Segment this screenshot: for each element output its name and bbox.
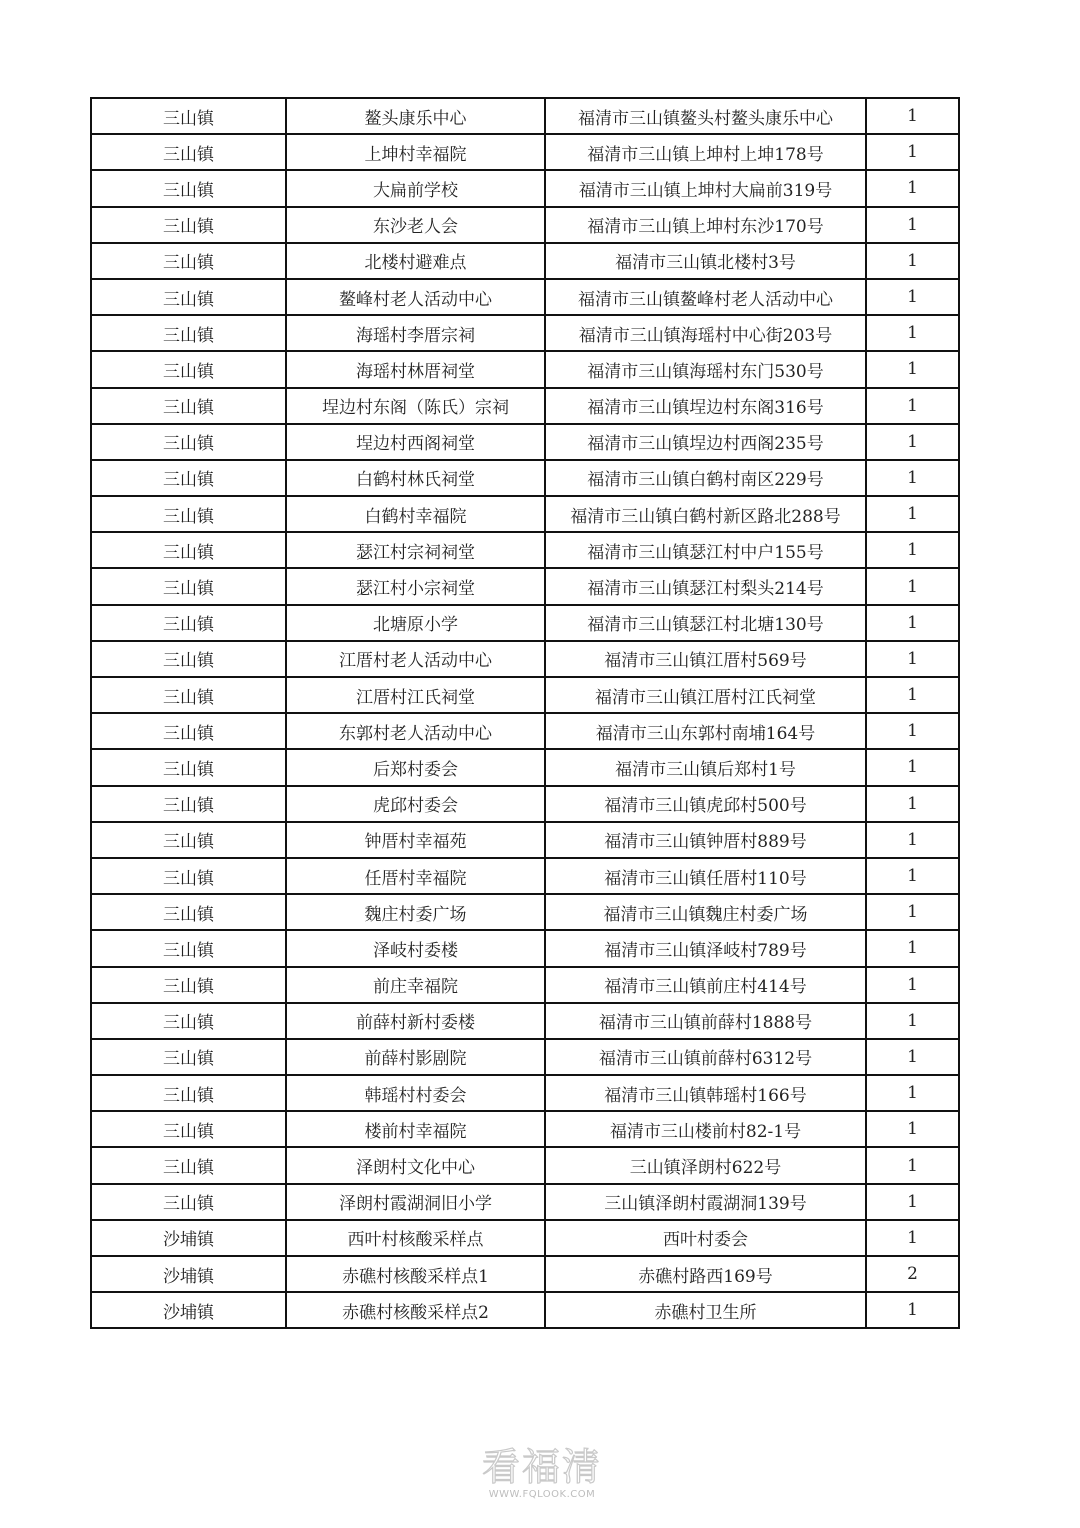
count-cell: 1 — [866, 388, 959, 424]
count-cell: 1 — [866, 1220, 959, 1256]
town-cell: 三山镇 — [91, 170, 286, 206]
site-name-cell: 钟厝村幸福苑 — [286, 822, 545, 858]
town-cell: 三山镇 — [91, 388, 286, 424]
count-cell: 1 — [866, 641, 959, 677]
table-row — [91, 677, 959, 713]
table-row — [91, 822, 959, 858]
address-cell: 西叶村委会 — [545, 1220, 866, 1256]
address-cell: 三山镇泽朗村霞湖洞139号 — [545, 1184, 866, 1220]
table-row — [91, 424, 959, 460]
table-row — [91, 930, 959, 966]
count-cell: 1 — [866, 1111, 959, 1147]
table-row — [91, 641, 959, 677]
town-cell: 三山镇 — [91, 605, 286, 641]
count-cell: 1 — [866, 98, 959, 134]
address-cell: 福清市三山镇魏庄村委广场 — [545, 894, 866, 930]
town-cell: 三山镇 — [91, 279, 286, 315]
address-cell: 福清市三山镇江厝村569号 — [545, 641, 866, 677]
address-cell: 福清市三山镇钟厝村889号 — [545, 822, 866, 858]
town-cell: 三山镇 — [91, 460, 286, 496]
table-row — [91, 460, 959, 496]
town-cell: 三山镇 — [91, 1039, 286, 1075]
address-cell: 福清市三山镇瑟江村中户155号 — [545, 532, 866, 568]
address-cell: 福清市三山镇埕边村东阁316号 — [545, 388, 866, 424]
address-cell: 福清市三山镇埕边村西阁235号 — [545, 424, 866, 460]
address-cell: 福清市三山镇北楼村3号 — [545, 243, 866, 279]
site-name-cell: 魏庄村委广场 — [286, 894, 545, 930]
watermark-url: WWW.FQLOOK.COM — [488, 1489, 596, 1500]
address-cell: 赤礁村路西169号 — [545, 1256, 866, 1292]
site-name-cell: 北塘原小学 — [286, 605, 545, 641]
town-cell: 三山镇 — [91, 894, 286, 930]
site-name-cell: 泽朗村霞湖洞旧小学 — [286, 1184, 545, 1220]
town-cell: 三山镇 — [91, 1147, 286, 1183]
count-cell: 1 — [866, 568, 959, 604]
site-name-cell: 瑟江村宗祠祠堂 — [286, 532, 545, 568]
count-cell: 1 — [866, 605, 959, 641]
site-name-cell: 泽朗村文化中心 — [286, 1147, 545, 1183]
town-cell: 三山镇 — [91, 1003, 286, 1039]
town-cell: 三山镇 — [91, 967, 286, 1003]
site-name-cell: 埕边村东阁（陈氏）宗祠 — [286, 388, 545, 424]
town-cell: 三山镇 — [91, 532, 286, 568]
town-cell: 三山镇 — [91, 1075, 286, 1111]
count-cell: 1 — [866, 1075, 959, 1111]
table-row — [91, 496, 959, 532]
count-cell: 1 — [866, 460, 959, 496]
town-cell: 三山镇 — [91, 351, 286, 387]
table-row — [91, 1003, 959, 1039]
count-cell: 1 — [866, 1003, 959, 1039]
town-cell: 三山镇 — [91, 749, 286, 785]
address-cell: 福清市三山镇瑟江村北塘130号 — [545, 605, 866, 641]
town-cell: 三山镇 — [91, 1111, 286, 1147]
site-name-cell: 东郭村老人活动中心 — [286, 713, 545, 749]
count-cell: 1 — [866, 170, 959, 206]
town-cell: 三山镇 — [91, 713, 286, 749]
address-cell: 福清市三山镇白鹤村新区路北288号 — [545, 496, 866, 532]
count-cell: 1 — [866, 207, 959, 243]
town-cell: 三山镇 — [91, 134, 286, 170]
table-row — [91, 315, 959, 351]
watermark — [472, 1445, 612, 1500]
site-name-cell: 大扁前学校 — [286, 170, 545, 206]
town-cell: 三山镇 — [91, 424, 286, 460]
count-cell: 1 — [866, 786, 959, 822]
count-cell: 1 — [866, 822, 959, 858]
table-row — [91, 858, 959, 894]
table-row — [91, 170, 959, 206]
count-cell: 1 — [866, 930, 959, 966]
town-cell: 三山镇 — [91, 858, 286, 894]
site-name-cell: 后郑村委会 — [286, 749, 545, 785]
table-row — [91, 532, 959, 568]
count-cell: 1 — [866, 351, 959, 387]
town-cell: 三山镇 — [91, 243, 286, 279]
table-row — [91, 134, 959, 170]
table-row — [91, 207, 959, 243]
address-cell: 赤礁村卫生所 — [545, 1292, 866, 1328]
site-name-cell: 白鹤村林氏祠堂 — [286, 460, 545, 496]
count-cell: 1 — [866, 134, 959, 170]
table-row — [91, 749, 959, 785]
table-row — [91, 1220, 959, 1256]
town-cell: 沙埔镇 — [91, 1292, 286, 1328]
count-cell: 2 — [866, 1256, 959, 1292]
table-row — [91, 786, 959, 822]
address-cell: 福清市三山镇虎邱村500号 — [545, 786, 866, 822]
site-name-cell: 任厝村幸福院 — [286, 858, 545, 894]
table-row — [91, 1292, 959, 1328]
watermark-title: 看福清 — [481, 1445, 602, 1489]
site-name-cell: 上坤村幸福院 — [286, 134, 545, 170]
site-name-cell: 鳌峰村老人活动中心 — [286, 279, 545, 315]
count-cell: 1 — [866, 1147, 959, 1183]
address-cell: 福清市三山镇瑟江村梨头214号 — [545, 568, 866, 604]
table-row — [91, 243, 959, 279]
count-cell: 1 — [866, 1039, 959, 1075]
address-cell: 福清市三山镇白鹤村南区229号 — [545, 460, 866, 496]
table-row — [91, 1039, 959, 1075]
site-name-cell: 虎邱村委会 — [286, 786, 545, 822]
town-cell: 三山镇 — [91, 496, 286, 532]
table-row — [91, 1147, 959, 1183]
address-cell: 福清市三山镇海瑶村中心街203号 — [545, 315, 866, 351]
town-cell: 三山镇 — [91, 930, 286, 966]
site-name-cell: 海瑶村李厝宗祠 — [286, 315, 545, 351]
site-name-cell: 鳌头康乐中心 — [286, 98, 545, 134]
site-name-cell: 东沙老人会 — [286, 207, 545, 243]
town-cell: 沙埔镇 — [91, 1256, 286, 1292]
site-name-cell: 西叶村核酸采样点 — [286, 1220, 545, 1256]
site-name-cell: 前薛村影剧院 — [286, 1039, 545, 1075]
town-cell: 三山镇 — [91, 641, 286, 677]
count-cell: 1 — [866, 1184, 959, 1220]
count-cell: 1 — [866, 243, 959, 279]
table-row — [91, 713, 959, 749]
table-row — [91, 1256, 959, 1292]
address-cell: 福清市三山镇前薛村1888号 — [545, 1003, 866, 1039]
town-cell: 三山镇 — [91, 98, 286, 134]
site-name-cell: 江厝村老人活动中心 — [286, 641, 545, 677]
town-cell: 三山镇 — [91, 315, 286, 351]
site-name-cell: 韩瑶村村委会 — [286, 1075, 545, 1111]
site-name-cell: 楼前村幸福院 — [286, 1111, 545, 1147]
address-cell: 福清市三山镇任厝村110号 — [545, 858, 866, 894]
address-cell: 福清市三山镇前庄村414号 — [545, 967, 866, 1003]
table-row — [91, 1111, 959, 1147]
table-row — [91, 894, 959, 930]
address-cell: 福清市三山镇上坤村上坤178号 — [545, 134, 866, 170]
count-cell: 1 — [866, 749, 959, 785]
table-row — [91, 279, 959, 315]
address-cell: 福清市三山镇鳌头村鳌头康乐中心 — [545, 98, 866, 134]
count-cell: 1 — [866, 858, 959, 894]
site-name-cell: 海瑶村林厝祠堂 — [286, 351, 545, 387]
count-cell: 1 — [866, 496, 959, 532]
count-cell: 1 — [866, 677, 959, 713]
count-cell: 1 — [866, 1292, 959, 1328]
table-row — [91, 568, 959, 604]
site-name-cell: 泽岐村委楼 — [286, 930, 545, 966]
count-cell: 1 — [866, 279, 959, 315]
town-cell: 三山镇 — [91, 786, 286, 822]
table-row — [91, 967, 959, 1003]
site-name-cell: 赤礁村核酸采样点1 — [286, 1256, 545, 1292]
address-cell: 福清市三山镇上坤村东沙170号 — [545, 207, 866, 243]
address-cell: 福清市三山镇泽岐村789号 — [545, 930, 866, 966]
table-row — [91, 388, 959, 424]
address-cell: 福清市三山镇后郑村1号 — [545, 749, 866, 785]
site-name-cell: 前庄幸福院 — [286, 967, 545, 1003]
count-cell: 1 — [866, 532, 959, 568]
table-row — [91, 351, 959, 387]
site-name-cell: 赤礁村核酸采样点2 — [286, 1292, 545, 1328]
sampling-sites-table — [90, 97, 960, 1329]
site-name-cell: 瑟江村小宗祠堂 — [286, 568, 545, 604]
site-name-cell: 前薛村新村委楼 — [286, 1003, 545, 1039]
address-cell: 三山镇泽朗村622号 — [545, 1147, 866, 1183]
address-cell: 福清市三山镇前薛村6312号 — [545, 1039, 866, 1075]
town-cell: 三山镇 — [91, 822, 286, 858]
table-row — [91, 1184, 959, 1220]
address-cell: 福清市三山镇韩瑶村166号 — [545, 1075, 866, 1111]
count-cell: 1 — [866, 713, 959, 749]
table-row — [91, 98, 959, 134]
count-cell: 1 — [866, 967, 959, 1003]
address-cell: 福清市三山楼前村82-1号 — [545, 1111, 866, 1147]
count-cell: 1 — [866, 424, 959, 460]
table-row — [91, 1075, 959, 1111]
address-cell: 福清市三山镇鳌峰村老人活动中心 — [545, 279, 866, 315]
town-cell: 三山镇 — [91, 207, 286, 243]
table-body — [91, 98, 959, 1328]
address-cell: 福清市三山东郭村南埔164号 — [545, 713, 866, 749]
site-name-cell: 江厝村江氏祠堂 — [286, 677, 545, 713]
address-cell: 福清市三山镇江厝村江氏祠堂 — [545, 677, 866, 713]
town-cell: 三山镇 — [91, 1184, 286, 1220]
town-cell: 三山镇 — [91, 568, 286, 604]
address-cell: 福清市三山镇上坤村大扁前319号 — [545, 170, 866, 206]
count-cell: 1 — [866, 315, 959, 351]
count-cell: 1 — [866, 894, 959, 930]
site-name-cell: 北楼村避难点 — [286, 243, 545, 279]
site-name-cell: 埕边村西阁祠堂 — [286, 424, 545, 460]
address-cell: 福清市三山镇海瑶村东门530号 — [545, 351, 866, 387]
town-cell: 三山镇 — [91, 677, 286, 713]
site-name-cell: 白鹤村幸福院 — [286, 496, 545, 532]
table-row — [91, 605, 959, 641]
town-cell: 沙埔镇 — [91, 1220, 286, 1256]
